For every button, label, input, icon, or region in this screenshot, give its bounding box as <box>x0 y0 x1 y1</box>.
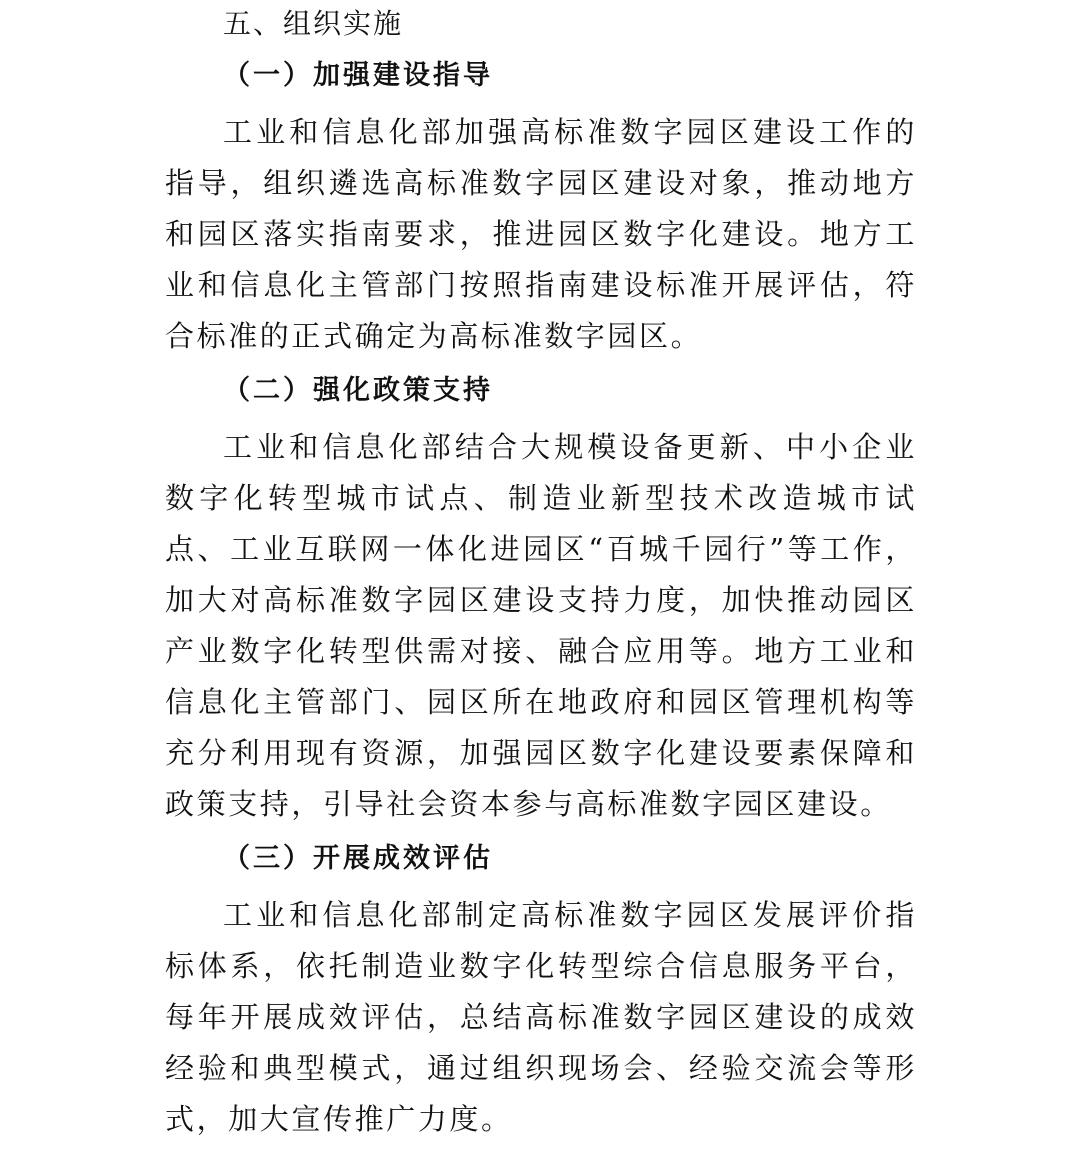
subsection-heading-3: （三）开展成效评估 <box>223 843 493 874</box>
subsection-heading-1: （一）加强建设指导 <box>223 60 493 91</box>
subsection-body-2: 工业和信息化部结合大规模设备更新、中小企业数字化转型城市试点、制造业新型技术改造城市试点、工业互联网一体化进园区“百城千园行”等工作，加大对高标准数字园区建设支持力度，加快推动园区产业数字化转型供需对接、融合应用等。地方工业和信息化主管部门、园区所在地政府和园区管理机构等充分利用现有资源，加强园区数字化建设要素保障和政策支持，引导社会资本参与高标准数字园区建设。 <box>165 430 917 821</box>
section-heading: 五、组织实施 <box>223 7 404 40</box>
subsection-body-1: 工业和信息化部加强高标准数字园区建设工作的指导，组织遴选高标准数字园区建设对象，推动地方和园区落实指南要求，推进园区数字化建设。地方工业和信息化主管部门按照指南建设标准开展评估，符合标准的正式确定为高标准数字园区。 <box>165 115 917 353</box>
subsection-heading-2: （二）强化政策支持 <box>223 375 493 406</box>
subsection-body-3: 工业和信息化部制定高标准数字园区发展评价指标体系，依托制造业数字化转型综合信息服务平台，每年开展成效评估，总结高标准数字园区建设的成效经验和典型模式，通过组织现场会、经验交流会等形式，加大宣传推广力度。 <box>165 898 917 1136</box>
document-content <box>165 0 917 1145</box>
